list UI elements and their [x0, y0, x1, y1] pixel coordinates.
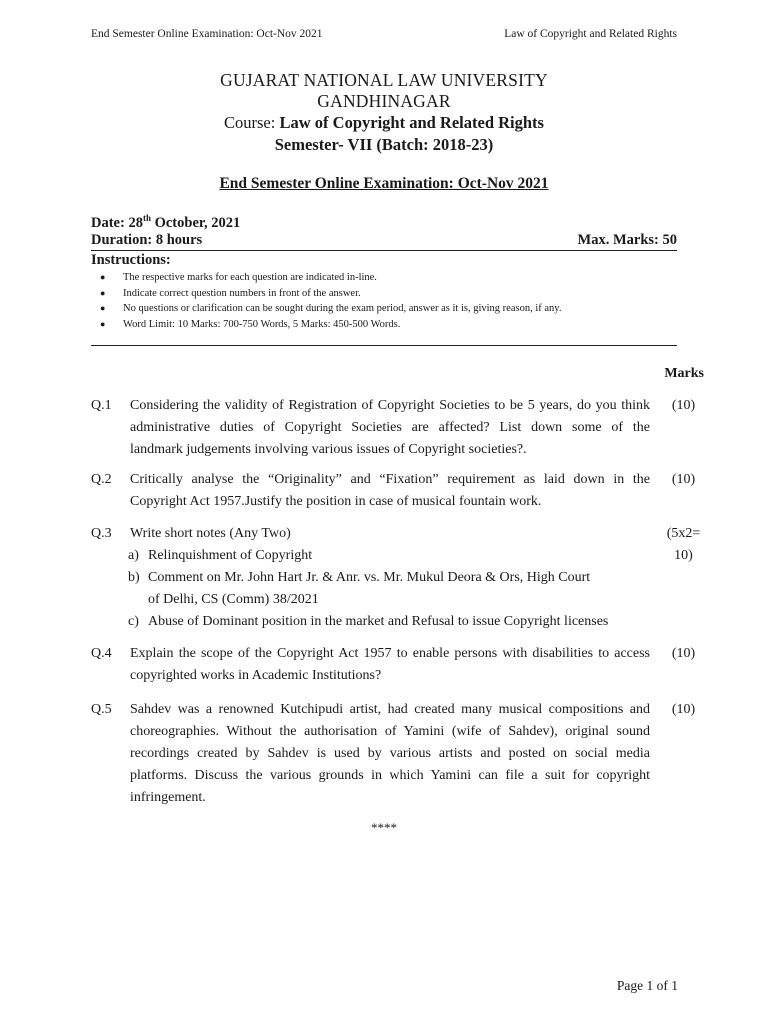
instruction-item: ● Word Limit: 10 Marks: 700-750 Words, 5 Marks: 450-500 Words. — [100, 317, 561, 333]
question-text-line: Copyright Act 1957.Justify the position in case of musical fountain work. — [130, 494, 542, 509]
question-text-line: Write short notes (Any Two) — [130, 526, 291, 541]
question-text-line: platforms. Discuss the various grounds in which Yamini can file a suit for copyright — [130, 768, 650, 783]
question-text-line: choreographies. Without the authorisation of Yamini (wife of Sahdev), original sound — [130, 724, 650, 739]
question-text-line: Considering the validity of Registration of Copyright Societies to be 5 years, do you think — [130, 398, 650, 413]
end-of-paper-mark: **** — [371, 820, 397, 835]
marks-column-heading: Marks — [664, 366, 704, 381]
question-number: Q.3 — [91, 526, 112, 541]
question-number: Q.1 — [91, 398, 112, 413]
exam-title — [0, 175, 768, 193]
page-number: Page 1 of 1 — [616, 978, 678, 993]
subpart-label: a) — [128, 548, 139, 563]
exam-title-text: End Semester Online Examination: Oct-Nov 2021 — [219, 175, 549, 192]
section-divider — [91, 345, 677, 346]
question-number: Q.5 — [91, 702, 112, 717]
question-text-line: infringement. — [130, 790, 206, 805]
course-line — [0, 112, 768, 134]
subpart-line — [128, 567, 653, 589]
instruction-item: ● Indicate correct question numbers in front of the answer. — [100, 286, 561, 302]
course-label: Course: — [224, 113, 280, 132]
title-block — [0, 70, 768, 155]
date-ordinal: th — [142, 213, 151, 223]
question-number: Q.4 — [91, 646, 112, 661]
date-prefix: Date: 28 — [91, 214, 143, 231]
subpart-text: Comment on Mr. John Hart Jr. & Anr. vs. Mr. Mukul Deora & Ors, High Court — [148, 570, 591, 585]
question-marks: 10) — [674, 548, 693, 563]
course-name: Law of Copyright and Related Rights — [279, 113, 544, 132]
university-city: GANDHINAGAR — [317, 91, 451, 111]
instructions-heading: Instructions: — [91, 252, 171, 268]
subpart-line — [128, 545, 653, 567]
running-header — [91, 28, 677, 40]
question-text-line: copyrighted works in Academic Institutions? — [130, 668, 382, 683]
subpart-label: b) — [128, 570, 140, 585]
question-text-line: landmark judgements involving various issues of Copyright societies?. — [130, 442, 527, 457]
question-text-line: administrative duties of Copyright Societies are affected? List down some of the — [130, 420, 650, 435]
question-marks: (5x2= — [666, 526, 701, 541]
question-marks: (10) — [671, 398, 696, 413]
subpart-text: of Delhi, CS (Comm) 38/2021 — [148, 592, 319, 607]
question-text-line: recordings created by Sahdev is used by various artists and posted on social media — [130, 746, 650, 761]
instructions-list — [100, 270, 561, 333]
subpart-line — [148, 589, 653, 611]
subpart-line — [128, 611, 653, 633]
running-header-right: Law of Copyright and Related Rights — [504, 28, 677, 40]
question-text-line: Critically analyse the “Originality” and “Fixation” requirement as laid down in the — [130, 472, 650, 487]
running-header-left: End Semester Online Examination: Oct-Nov 2021 — [91, 28, 323, 40]
instruction-item: ● The respective marks for each question are indicated in-line. — [100, 270, 561, 286]
question-number: Q.2 — [91, 472, 112, 487]
instruction-item: ● No questions or clarification can be sought during the exam period, answer as it is, giving reason, if any. — [100, 301, 561, 317]
question-marks: (10) — [671, 646, 696, 661]
subpart-text: Abuse of Dominant position in the market and Refusal to issue Copyright licenses — [148, 614, 609, 629]
subpart-text: Relinquishment of Copyright — [148, 548, 313, 563]
exam-date — [91, 213, 677, 232]
question-marks: (10) — [671, 472, 696, 487]
university-name: GUJARAT NATIONAL LAW UNIVERSITY — [220, 70, 548, 90]
duration-row — [91, 232, 677, 251]
question-text-line: Sahdev was a renowned Kutchipudi artist, had created many musical compositions and — [130, 702, 650, 717]
max-marks: Max. Marks: 50 — [577, 232, 677, 248]
subpart-label: c) — [128, 614, 139, 629]
question-text-line: Explain the scope of the Copyright Act 1957 to enable persons with disabilities to access — [130, 646, 650, 661]
date-suffix: October, 2021 — [150, 214, 241, 231]
question-marks: (10) — [671, 702, 696, 717]
duration: Duration: 8 hours — [91, 232, 203, 248]
semester-line: Semester- VII (Batch: 2018-23) — [274, 135, 494, 154]
